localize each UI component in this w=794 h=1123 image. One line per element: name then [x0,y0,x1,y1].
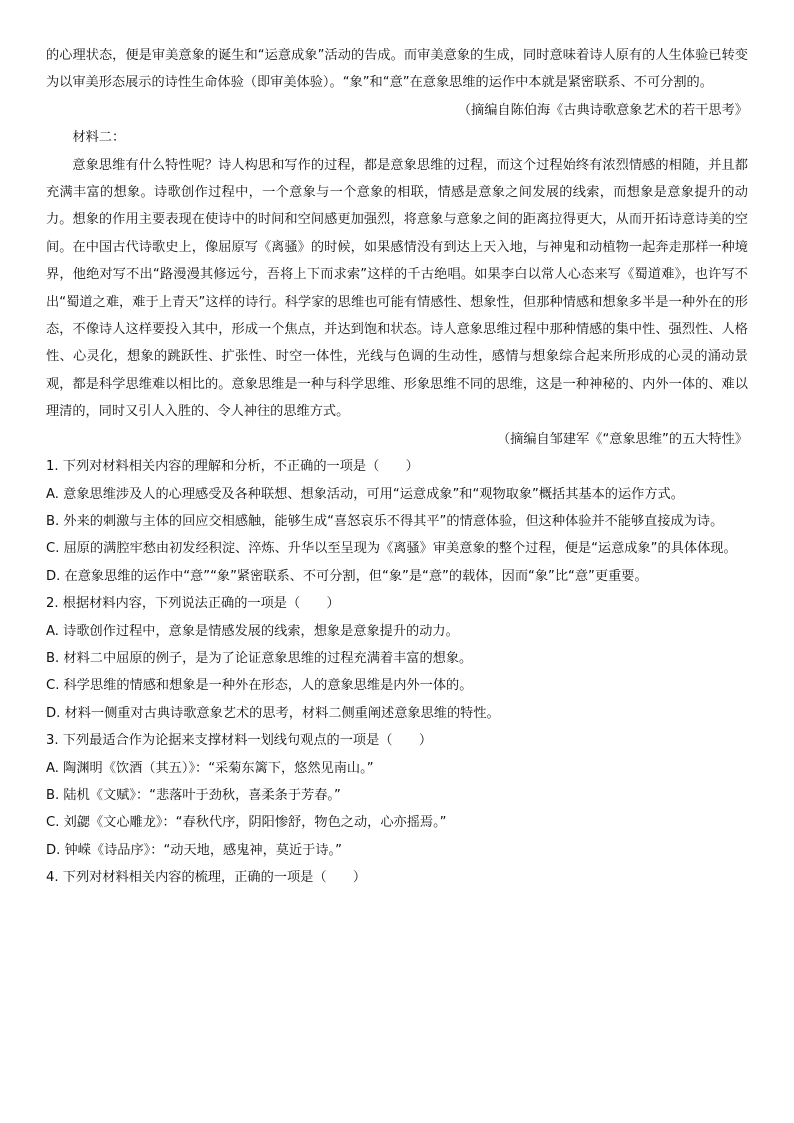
question-1-option-b[interactable]: B. 外来的刺激与主体的回应交相感触，能够生成“喜怒哀乐不得其平”的情意体验，但这种体验并不能够直接成为诗。 [46,513,724,529]
question-1-option-a[interactable]: A. 意象思维涉及人的心理感受及各种联想、想象活动，可用“运意成象”和“观物取象”概括其基本的运作方式。 [46,486,684,502]
question-3-option-a[interactable]: A. 陶渊明《饮酒（其五）》：“采菊东篱下，悠然见南山。” [46,760,374,776]
question-2-stem: 2. 根据材料内容，下列说法正确的一项是（ ） [46,596,340,612]
material2-body: 意象思维有什么特性呢？诗人构思和写作的过程，都是意象思维的过程，而这个过程始终有浓烈情感的相随，并且都充满丰富的想象。诗歌创作过程中，一个意象与一个意象的相联，情感是意象之间发展的线索，而想象是意象提升的动力。想象的作用主要表现在使诗中的时间和空间感更加强烈，将意象与意象之间的距离拉得更大，从而开拓诗意诗美的空间。在中国古代诗歌史上，像屈原写《离骚》的时候，如果感情没有到达上天入地，与神鬼和动植物一起奔走那样一种境界，他绝对写不出“路漫漫其修远兮，吾将上下而求索”这样的千古绝唱。如果李白以常人心态来写《蜀道难》，也许写不出“蜀道之难，难于上青天”这样的诗行。科学家的思维也可能有情感性、想象性，但那种情感和想象多半是一种外在的形态，不像诗人这样要投入其中，形成一个焦点，并达到饱和状态。诗人意象思维过程中那种情感的集中性、强烈性、人格性、心灵化，想象的跳跃性、扩张性、时空一体性，光线与色调的生动性，感情与想象综合起来所形成的心灵的涌动景观，都是科学思维难以相比的。意象思维是一种与科学思维、形象思维不同的思维，这是一种神秘的、内外一体的、难以理清的，同时又引人入胜的、令人神往的思维方式。 [46,157,748,420]
question-4-stem: 4. 下列对材料相关内容的梳理，正确的一项是（ ） [46,870,367,886]
question-2-option-b[interactable]: B. 材料二中屈原的例子，是为了论证意象思维的过程充满着丰富的想象。 [46,650,473,666]
question-3-option-b[interactable]: B. 陆机《文赋》：“悲落叶于劲秋，喜柔条于芳春。” [46,787,341,803]
question-3-option-d[interactable]: D. 钟嵘《诗品序》：“动天地，感鬼神，莫近于诗。” [46,842,342,858]
material1-tail: 的心理状态，便是审美意象的诞生和“运意成象”活动的告成。而审美意象的生成，同时意味着诗人原有的人生体验已转变为以审美形态展示的诗性生命体验（即审美体验）。“象”和“意”在意象思维的运作中本就是紧密联系、不可分割的。 [46,48,748,91]
question-3-stem: 3. 下列最适合作为论据来支撑材料一划线句观点的一项是（ ） [46,733,433,749]
question-1-stem: 1. 下列对材料相关内容的理解和分析，不正确的一项是（ ） [46,459,419,475]
material2-heading: 材料二： [72,130,126,146]
question-2-option-d[interactable]: D. 材料一侧重对古典诗歌意象艺术的思考，材料二侧重阐述意象思维的特性。 [46,705,500,721]
question-1-option-c[interactable]: C. 屈原的满腔牢愁由初发经积淀、淬炼、升华以至呈现为《离骚》审美意象的整个过程，便是“运意成象”的具体体现。 [46,541,737,557]
question-2-option-c[interactable]: C. 科学思维的情感和想象是一种外在形态，人的意象思维是内外一体的。 [46,678,473,694]
material1-source: （摘编自陈伯海《古典诗歌意象艺术的若干思考》 [457,102,748,118]
material2-source: （摘编自邹建军《“意象思维”的五大特性》 [496,431,748,447]
question-1-option-d[interactable]: D. 在意象思维的运作中“意”“象”紧密联系、不可分割，但“象”是“意”的载体，因而“象”比“意”更重要。 [46,568,648,584]
question-2-option-a[interactable]: A. 诗歌创作过程中，意象是情感发展的线索，想象是意象提升的动力。 [46,623,459,639]
document-page [46,42,748,892]
question-3-option-c[interactable]: C. 刘勰《文心雕龙》：“春秋代序，阴阳惨舒，物色之动，心亦摇焉。” [46,815,447,831]
